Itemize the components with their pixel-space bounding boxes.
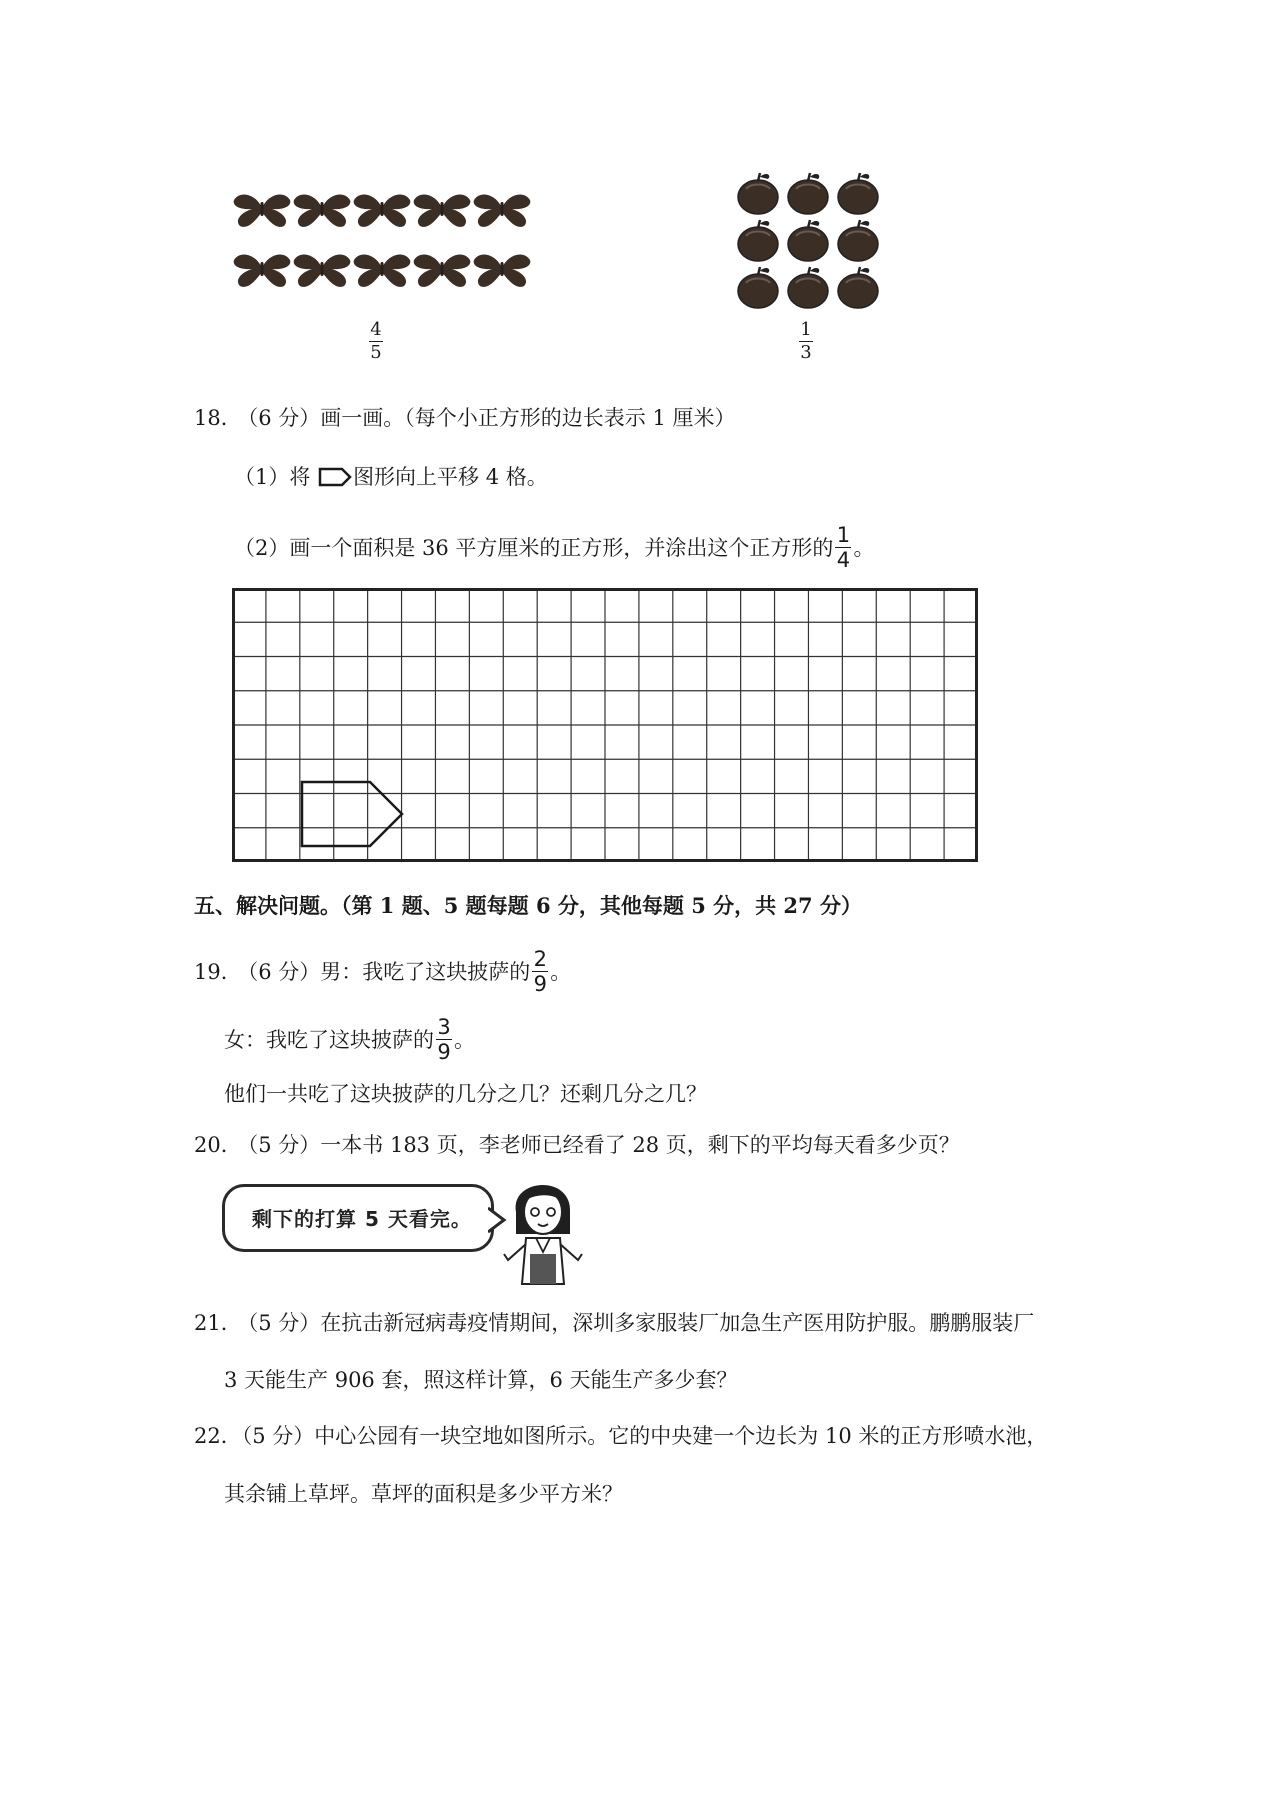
question-number: 19． [194, 960, 242, 984]
drawing-grid [232, 588, 978, 862]
apples-picture [728, 165, 898, 315]
question-score: （5 分） [247, 1311, 321, 1335]
line-end: 。 [454, 1028, 475, 1052]
question-number: 20． [194, 1133, 242, 1157]
sub-question-text: （2）画一个面积是 36 平方厘米的正方形，并涂出这个正方形的 [234, 536, 834, 560]
question-line-1: 中心公园有一块空地如图所示。它的中央建一个边长为 10 米的正方形喷水池， [314, 1424, 1048, 1448]
apple-icon [738, 173, 878, 308]
fraction [532, 948, 548, 995]
question-text: 画一画。（每个小正方形的边长表示 1 厘米） [320, 406, 736, 430]
question-line-1: 男：我吃了这块披萨的 [320, 960, 531, 984]
girl-teacher-icon [500, 1168, 584, 1286]
question-18 [194, 403, 736, 433]
numerator: 1 [836, 523, 851, 547]
speech-bubble-text: 剩下的打算 5 天看完。 [252, 1207, 472, 1231]
pentagon-shape-icon [318, 467, 352, 487]
question-19-line-2 [224, 1015, 475, 1065]
denominator: 5 [370, 342, 382, 363]
sub-question-end: 。 [853, 536, 875, 560]
question-score: （5 分） [247, 1133, 321, 1157]
numerator: 1 [800, 319, 812, 340]
question-line-1: 在抗击新冠病毒疫情期间，深圳多家服装厂加急生产医用防护服。鹏鹏服装厂 [320, 1311, 1035, 1335]
butterfly-icon [234, 194, 531, 286]
question-number: 21． [194, 1311, 242, 1335]
question-18-sub-1 [234, 462, 548, 492]
question-line-2: 女：我吃了这块披萨的 [224, 1028, 434, 1052]
line-end: 。 [550, 960, 572, 984]
question-22 [194, 1421, 1047, 1451]
numerator: 3 [437, 1015, 451, 1039]
denominator: 4 [836, 548, 851, 572]
numerator: 2 [533, 947, 547, 971]
fraction [436, 1016, 452, 1063]
sub-question-text-2: 图形向上平移 4 格。 [353, 465, 548, 489]
question-score: （6 分） [247, 960, 321, 984]
fraction [835, 524, 851, 571]
question-score: （5 分） [241, 1424, 315, 1448]
apples-fraction [797, 319, 815, 365]
pentagon-shape [302, 782, 402, 846]
denominator: 9 [437, 1040, 451, 1064]
sub-question-text: （1）将 [234, 465, 311, 489]
question-text: 一本书 183 页，李老师已经看了 28 页，剩下的平均每天看多少页？ [320, 1133, 960, 1157]
question-19 [194, 947, 572, 997]
question-22-line-2: 其余铺上草坪。草坪的面积是多少平方米？ [224, 1482, 623, 1506]
butterflies-fraction [367, 319, 385, 365]
question-21 [194, 1308, 1034, 1338]
question-21-line-2: 3 天能生产 906 套，照这样计算，6 天能生产多少套？ [224, 1368, 738, 1392]
question-score: （6 分） [247, 406, 321, 430]
question-20 [194, 1130, 960, 1160]
question-19-line-3: 他们一共吃了这块披萨的几分之几？还剩几分之几？ [224, 1082, 707, 1106]
question-18-sub-2 [234, 523, 875, 573]
question-number: 18． [194, 406, 242, 430]
question-number: 22． [194, 1424, 242, 1448]
denominator: 3 [800, 342, 812, 363]
denominator: 9 [533, 972, 547, 996]
numerator: 4 [370, 319, 382, 340]
section-5-title: 五、解决问题。（第 1 题、5 题每题 6 分，其他每题 5 分，共 27 分） [194, 893, 862, 918]
